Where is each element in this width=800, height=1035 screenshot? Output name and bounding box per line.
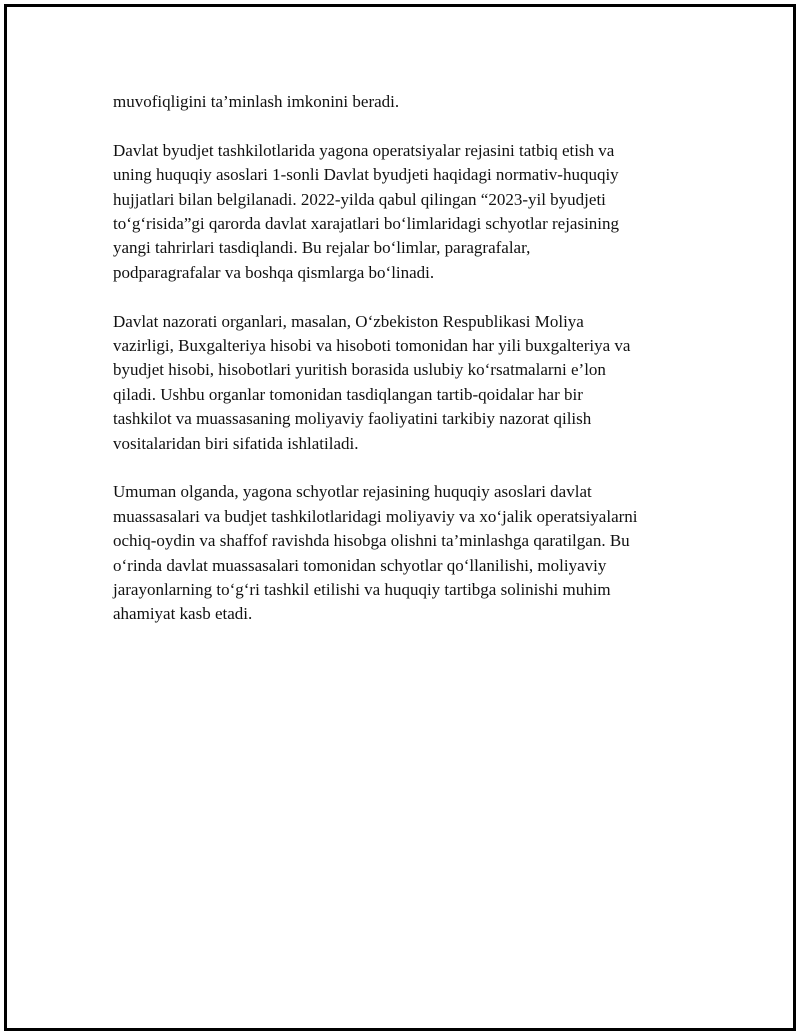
text-line: yangi tahrirlari tasdiqlandi. Bu rejalar bo‘limlar, paragrafalar, bbox=[113, 238, 531, 258]
paragraph-1 bbox=[113, 90, 703, 114]
text-line: vazirligi, Buxgalteriya hisobi va hisoboti tomonidan har yili buxgalteriya va bbox=[113, 336, 631, 356]
text-line: ochiq-oydin va shaffof ravishda hisobga olishni ta’minlashga qaratilgan. Bu bbox=[113, 531, 630, 551]
text-line: ahamiyat kasb etadi. bbox=[113, 604, 253, 624]
text-line: jarayonlarning to‘g‘ri tashkil etilishi va huquqiy tartibga solinishi muhim bbox=[113, 580, 611, 600]
paragraph-2 bbox=[113, 139, 703, 285]
text-line: tashkilot va muassasaning moliyaviy faoliyatini tarkibiy nazorat qilish bbox=[113, 409, 592, 429]
text-line: Umuman olganda, yagona schyotlar rejasining huquqiy asoslari davlat bbox=[113, 482, 592, 502]
paragraph-4 bbox=[113, 480, 703, 626]
text-line: podparagrafalar va boshqa qismlarga bo‘linadi. bbox=[113, 262, 435, 282]
text-line: Davlat nazorati organlari, masalan, O‘zbekiston Respublikasi Moliya bbox=[113, 311, 584, 331]
text-line: vositalaridan biri sifatida ishlatiladi. bbox=[113, 433, 359, 453]
paragraph-3 bbox=[113, 310, 703, 456]
text-line: uning huquqiy asoslari 1-sonli Davlat byudjeti haqidagi normativ-huquqiy bbox=[113, 165, 619, 185]
text-line: o‘rinda davlat muassasalari tomonidan schyotlar qo‘llanilishi, moliyaviy bbox=[113, 555, 607, 575]
text-line: Davlat byudjet tashkilotlarida yagona operatsiyalar rejasini tatbiq etish va bbox=[113, 140, 615, 160]
text-line: muvofiqligini ta’minlash imkonini beradi. bbox=[113, 92, 400, 111]
document-body bbox=[113, 90, 703, 651]
text-line: muassasalari va budjet tashkilotlaridagi moliyaviy va xo‘jalik operatsiyalarni bbox=[113, 506, 638, 526]
text-line: qiladi. Ushbu organlar tomonidan tasdiqlangan tartib-qoidalar har bir bbox=[113, 384, 583, 404]
text-line: hujjatlari bilan belgilanadi. 2022-yilda qabul qilingan “2023-yil byudjeti bbox=[113, 189, 606, 209]
text-line: byudjet hisobi, hisobotlari yuritish borasida uslubiy ko‘rsatmalarni e’lon bbox=[113, 360, 606, 380]
text-line: to‘g‘risida”gi qarorda davlat xarajatlari bo‘limlaridagi schyotlar rejasining bbox=[113, 214, 620, 234]
